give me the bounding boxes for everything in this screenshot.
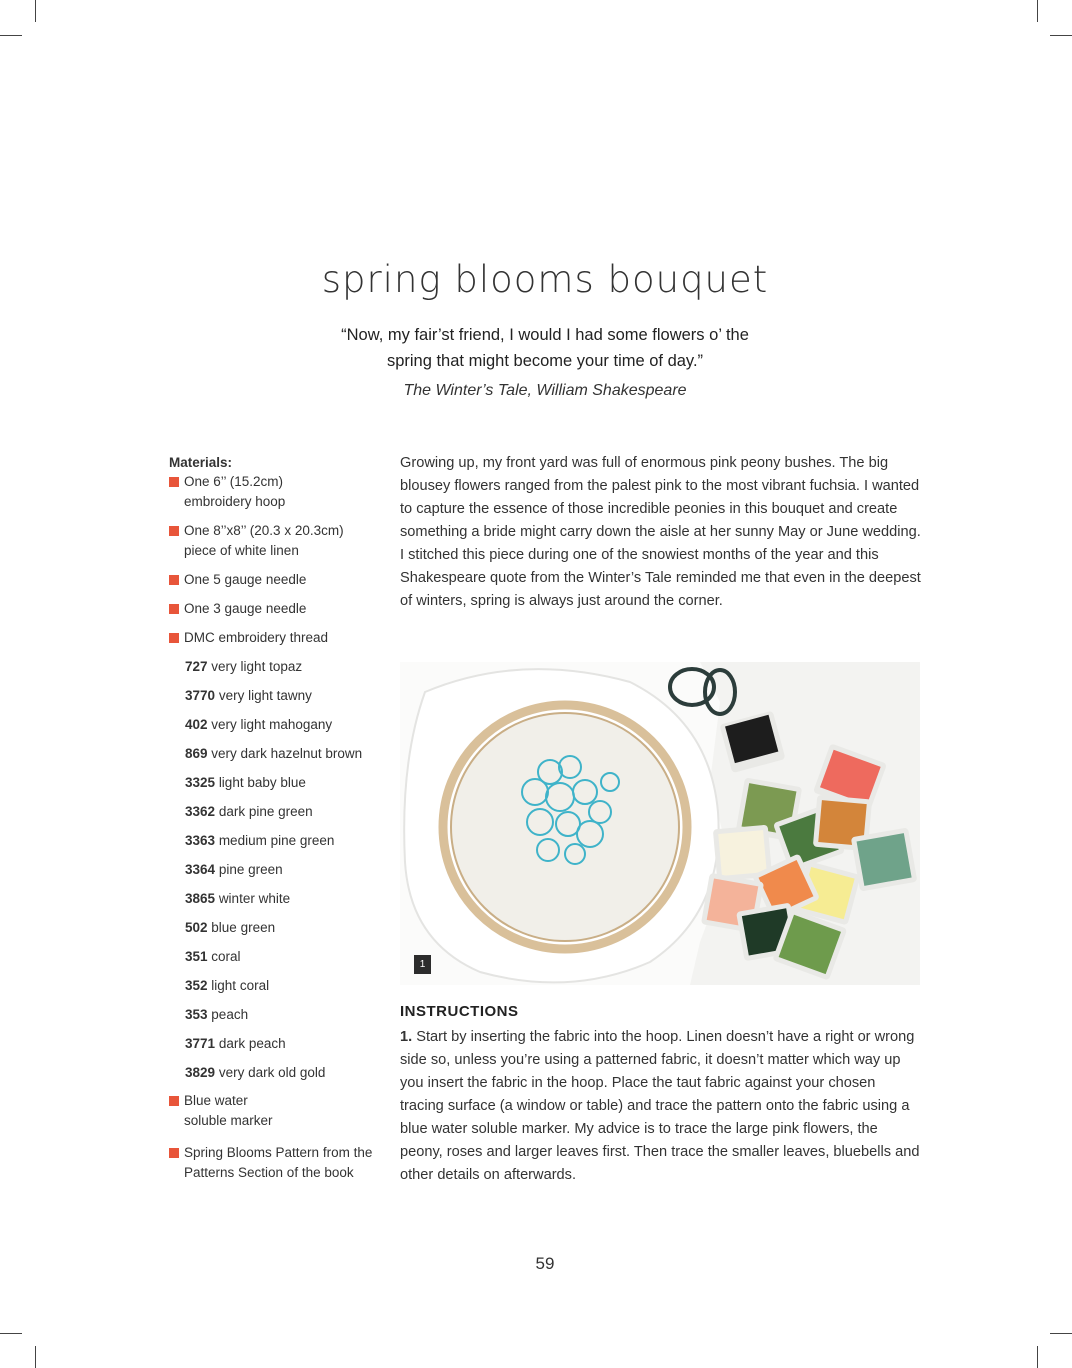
material-item: DMC embroidery thread xyxy=(169,628,384,648)
thread-code: 351 xyxy=(185,949,208,964)
thread-code: 352 xyxy=(185,978,208,993)
thread-item xyxy=(169,739,384,768)
quote-line-1: “Now, my fair’st friend, I would I had some flowers o’ the xyxy=(341,326,749,344)
crop-mark xyxy=(1050,35,1072,36)
thread-color-name: coral xyxy=(211,949,241,964)
thread-item xyxy=(169,768,384,797)
thread-code: 3771 xyxy=(185,1036,216,1051)
crop-mark xyxy=(1037,0,1038,22)
thread-color-name: very dark hazelnut brown xyxy=(211,746,363,761)
thread-code: 727 xyxy=(185,659,208,674)
thread-code: 3363 xyxy=(185,833,216,848)
material-item: Spring Blooms Pattern from the Patterns Section of the book xyxy=(169,1143,384,1183)
crop-mark xyxy=(1037,1346,1038,1368)
embroidery-hoop-photo xyxy=(400,662,920,985)
instruction-step xyxy=(400,1026,922,1187)
bullet-square-icon xyxy=(169,526,179,536)
crop-mark xyxy=(0,1333,22,1334)
thread-color-name: peach xyxy=(211,1007,249,1022)
thread-code: 3829 xyxy=(185,1065,216,1080)
quote-source: The Winter’s Tale, William Shakespeare xyxy=(403,382,687,399)
thread-color-name: very light topaz xyxy=(211,659,303,674)
bullet-square-icon xyxy=(169,1148,179,1158)
step-number: 1. xyxy=(400,1029,413,1045)
thread-item xyxy=(169,1000,384,1029)
material-item: One 5 gauge needle xyxy=(169,570,384,590)
thread-color-name: medium pine green xyxy=(218,833,335,848)
thread-code: 353 xyxy=(185,1007,208,1022)
thread-color-name: very light mahogany xyxy=(211,717,333,732)
material-item: One 6’’ (15.2cm) embroidery hoop xyxy=(169,472,384,512)
thread-color-name: dark pine green xyxy=(218,804,313,819)
material-item: One 3 gauge needle xyxy=(169,599,384,619)
thread-color-name: light coral xyxy=(211,978,270,993)
thread-item xyxy=(169,884,384,913)
thread-code: 402 xyxy=(185,717,208,732)
thread-code: 869 xyxy=(185,746,208,761)
thread-color-name: very light tawny xyxy=(218,688,312,703)
intro-paragraph-1: Growing up, my front yard was full of enormous pink peony bushes. The big blousey flowers ranged from the palest pink to the most vibrant fuchsia. I wanted to capture the essence of those incredible peonies in this bouquet and create something a bride might carry down the aisle at her sunny May or June wedding. xyxy=(400,455,921,540)
thread-item xyxy=(169,710,384,739)
crop-mark xyxy=(35,0,36,22)
crop-mark xyxy=(1050,1333,1072,1334)
thread-item xyxy=(169,797,384,826)
crop-mark xyxy=(35,1346,36,1368)
thread-code: 3364 xyxy=(185,862,216,877)
thread-code: 3865 xyxy=(185,891,216,906)
thread-code: 3770 xyxy=(185,688,216,703)
instructions-heading: INSTRUCTIONS xyxy=(400,1003,519,1020)
material-item: One 8’’x8’’ (20.3 x 20.3cm) piece of white linen xyxy=(169,521,384,561)
thread-color-name: blue green xyxy=(211,920,276,935)
intro-text xyxy=(400,452,922,613)
figure-number-badge: 1 xyxy=(414,955,431,974)
bullet-square-icon xyxy=(169,633,179,643)
materials-list xyxy=(169,455,384,1183)
thread-item xyxy=(169,1058,384,1087)
thread-color-name: pine green xyxy=(218,862,283,877)
thread-code: 502 xyxy=(185,920,208,935)
thread-color-name: very dark old gold xyxy=(218,1065,326,1080)
thread-item xyxy=(169,855,384,884)
instructions-text xyxy=(400,1026,922,1187)
crop-mark xyxy=(0,35,22,36)
thread-item xyxy=(169,1029,384,1058)
material-item: Blue water soluble marker xyxy=(169,1091,384,1131)
epigraph-quote xyxy=(0,322,1072,374)
page-title: spring blooms bouquet xyxy=(321,258,769,301)
thread-item xyxy=(169,942,384,971)
thread-code: 3362 xyxy=(185,804,216,819)
bullet-square-icon xyxy=(169,1096,179,1106)
thread-color-name: light baby blue xyxy=(218,775,306,790)
bullet-square-icon xyxy=(169,575,179,585)
bullet-square-icon xyxy=(169,477,179,487)
thread-item xyxy=(169,971,384,1000)
thread-item xyxy=(169,913,384,942)
thread-code: 3325 xyxy=(185,775,216,790)
intro-paragraph-2: I stitched this piece during one of the snowiest months of the year and this Shakespeare quote from the Winter’s Tale reminded me that even in the deepest of winters, spring is always just around the corner. xyxy=(400,547,921,609)
thread-color-name: winter white xyxy=(218,891,291,906)
quote-line-2: spring that might become your time of day.” xyxy=(386,352,704,370)
thread-color-name: dark peach xyxy=(218,1036,286,1051)
materials-heading: Materials: xyxy=(169,455,233,470)
thread-list xyxy=(169,652,384,1087)
step-text: Start by inserting the fabric into the hoop. Linen doesn’t have a right or wrong side so, unless you’re using a patterned fabric, it doesn’t matter which way up you insert the fabric in the hoop. Place the taut fabric against your chosen tracing surface (a window or table) and trace the pattern onto the fabric using a blue water soluble marker. My advice is to trace the large pink flowers, the peony, roses and larger leaves first. Then trace the smaller leaves, bluebells and other details on afterwards. xyxy=(400,1029,920,1183)
bullet-square-icon xyxy=(169,604,179,614)
project-photo xyxy=(400,662,920,985)
thread-item xyxy=(169,826,384,855)
page-number: 59 xyxy=(535,1254,555,1273)
thread-item xyxy=(169,681,384,710)
thread-item xyxy=(169,652,384,681)
